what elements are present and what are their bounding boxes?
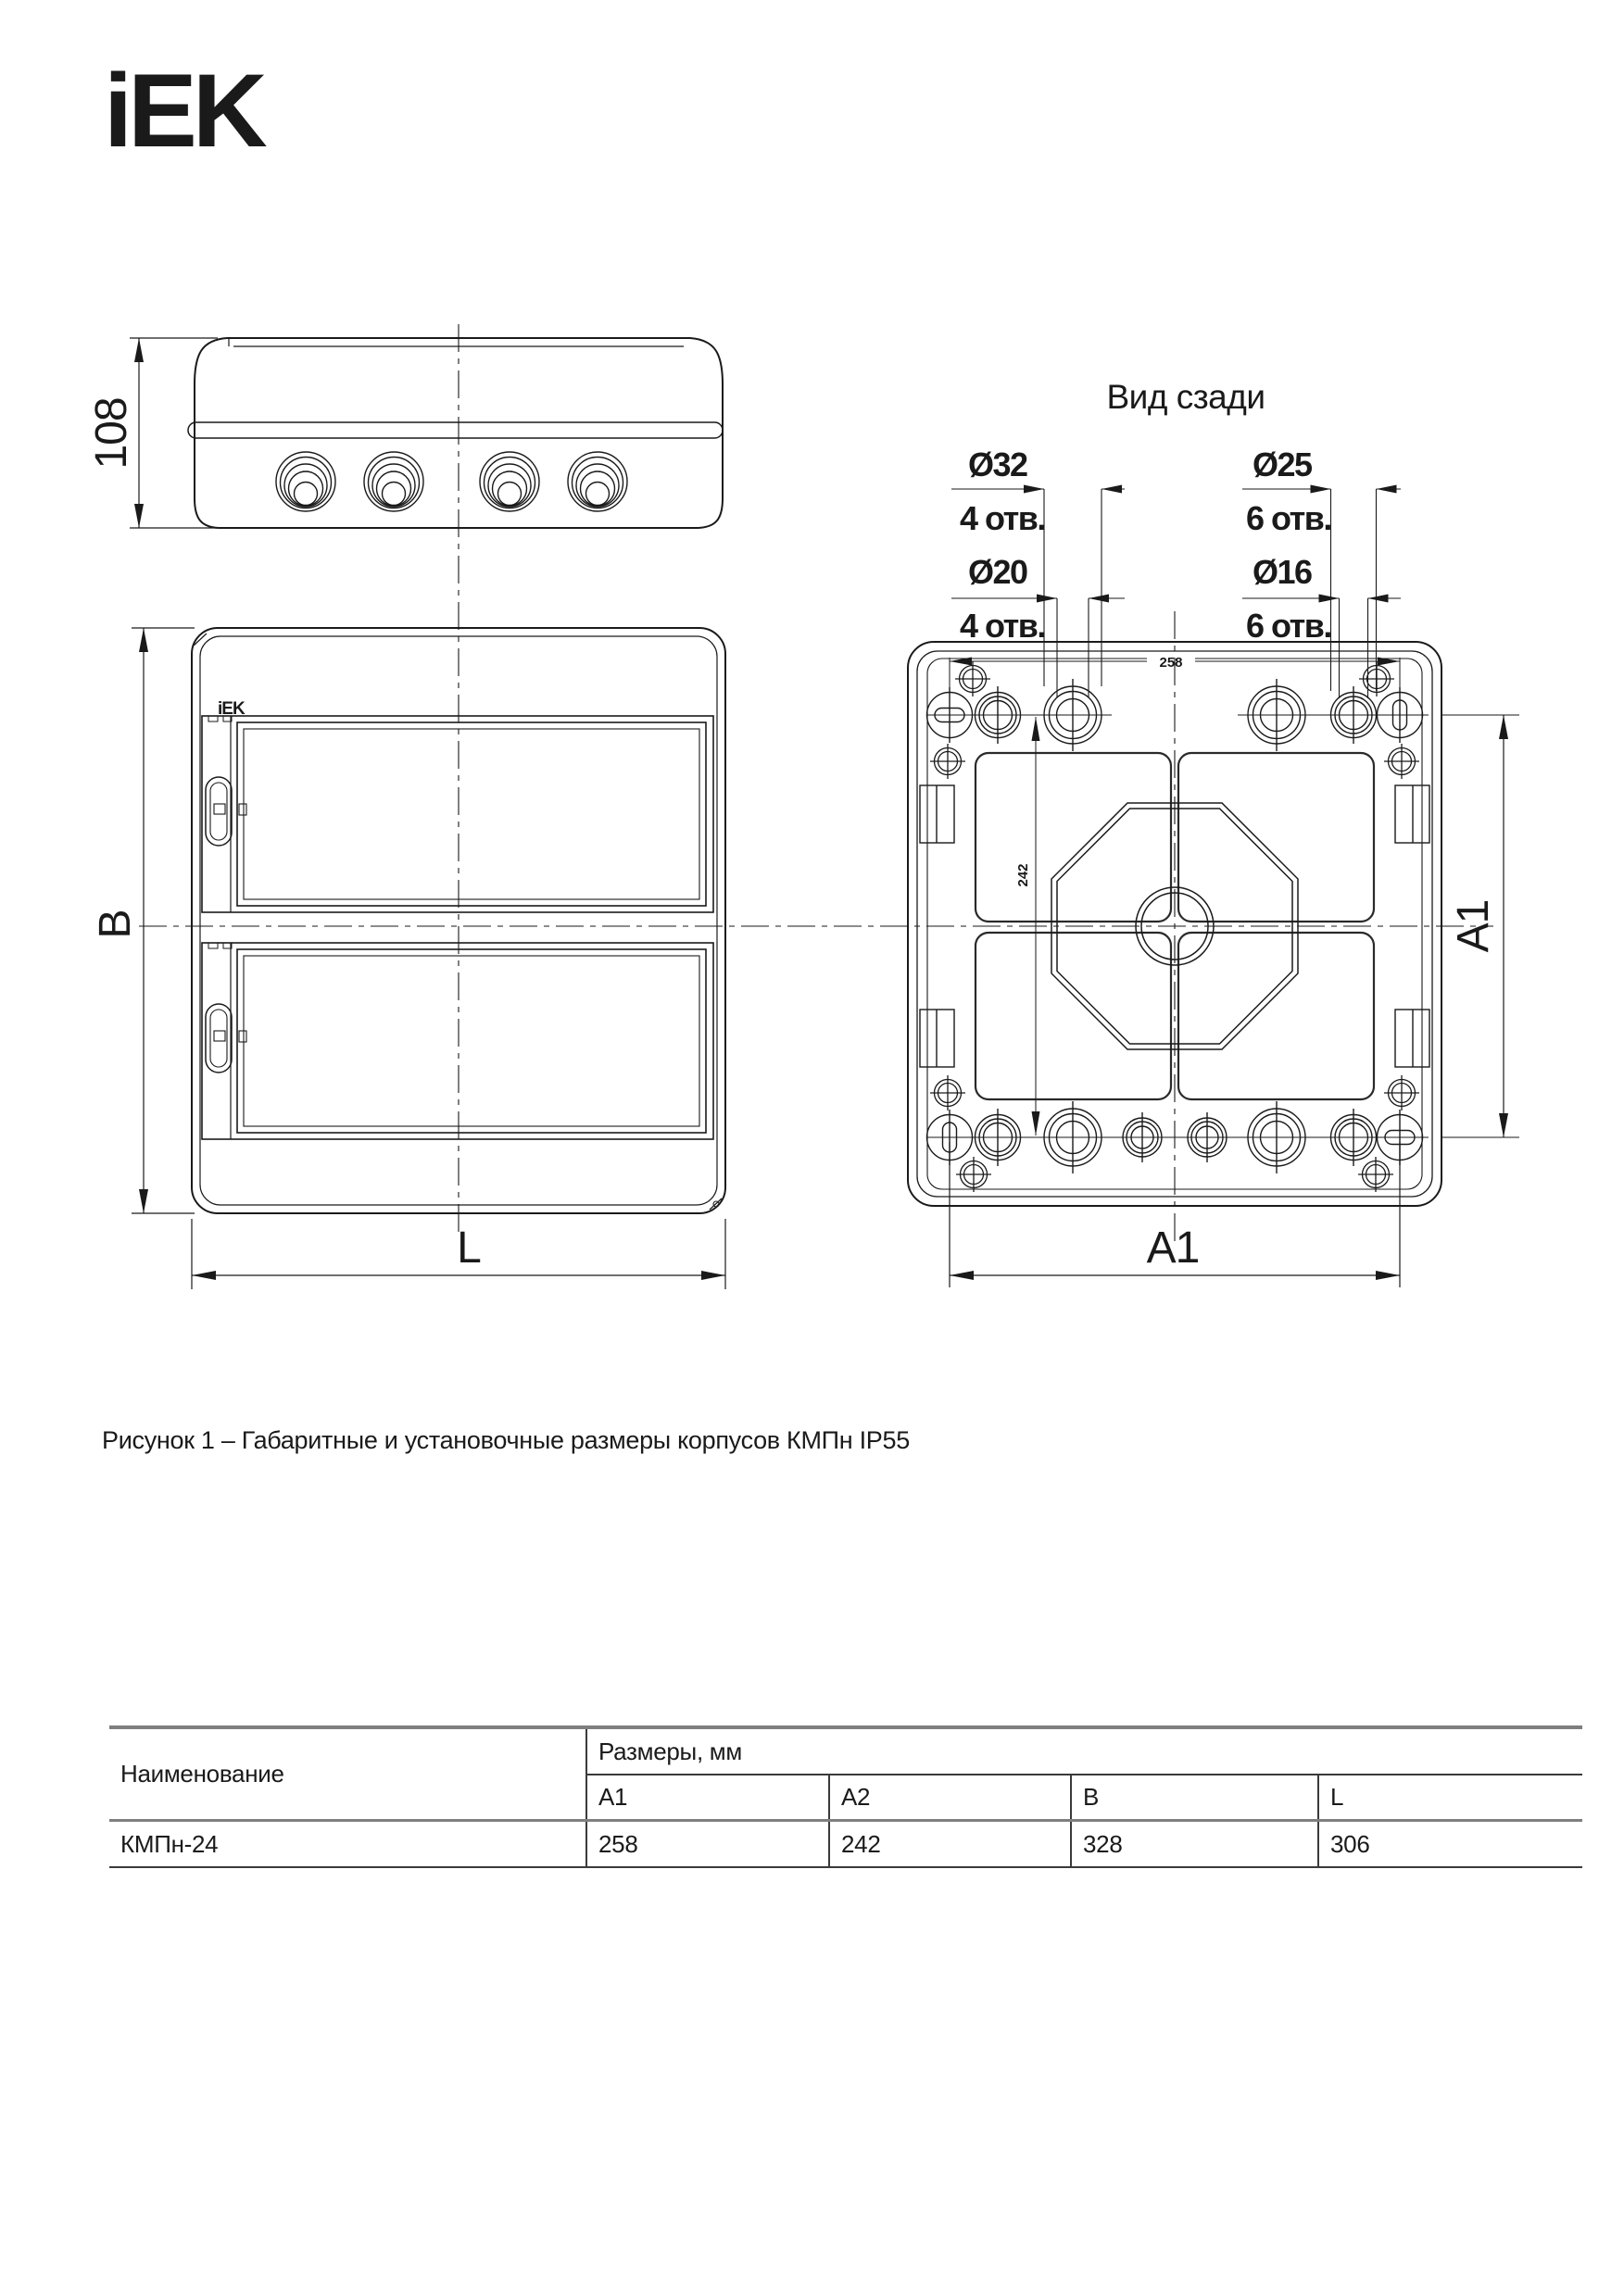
figure-caption: Рисунок 1 – Габаритные и установочные размеры корпусов КМПн IP55	[102, 1426, 910, 1454]
column-header-a2: A2	[829, 1775, 1071, 1821]
dimension-108	[130, 338, 218, 528]
cable-gland	[364, 452, 423, 511]
column-header-l: L	[1318, 1775, 1582, 1821]
column-header-b: B	[1071, 1775, 1318, 1821]
cable-gland	[480, 452, 539, 511]
rear-view-title: Вид сзади	[1106, 378, 1265, 416]
latch	[206, 1004, 232, 1073]
callout-d20-count: 4 отв.	[960, 607, 1045, 645]
column-header-name: Наименование	[109, 1727, 586, 1821]
cell-product-name: КМПн-24	[109, 1821, 586, 1868]
screw-hole	[955, 661, 990, 696]
callout-d16: Ø16	[1253, 553, 1312, 591]
front-brand-logo: iEK	[218, 699, 245, 719]
table-header-row	[109, 1727, 1582, 1775]
callout-d25-count: 6 отв.	[1246, 499, 1331, 537]
callout-d16-count: 6 отв.	[1246, 607, 1331, 645]
dim-label-A1-bottom: A1	[1146, 1223, 1200, 1273]
dim-label-A1-right: A1	[1449, 899, 1498, 953]
cable-gland	[276, 452, 335, 511]
cell-a1: 258	[586, 1821, 829, 1868]
screw-hole	[1384, 744, 1419, 779]
screw-hole	[930, 744, 965, 779]
callout-d25: Ø25	[1253, 445, 1312, 483]
side-view-seam-band	[188, 422, 723, 438]
dimension-B	[132, 628, 195, 1213]
table-row	[109, 1821, 1582, 1868]
dimensions-table	[109, 1725, 1582, 1868]
callout-d32-count: 4 отв.	[960, 499, 1045, 537]
screw-hole	[1384, 1075, 1419, 1110]
callout-d20: Ø20	[968, 553, 1027, 591]
front-window-row-2	[202, 943, 713, 1139]
cell-a2: 242	[829, 1821, 1071, 1868]
screw-hole	[956, 1157, 991, 1192]
column-header-a1: A1	[586, 1775, 829, 1821]
column-group-header: Размеры, мм	[586, 1727, 1582, 1775]
side-view-left-edge	[195, 338, 227, 528]
dim-label-108: 108	[87, 397, 136, 470]
screw-hole	[1358, 1157, 1393, 1192]
cell-l: 306	[1318, 1821, 1582, 1868]
rear-view	[908, 642, 1519, 1206]
callout-d32: Ø32	[968, 445, 1027, 483]
side-view	[188, 338, 723, 528]
dimension-A1-right	[1499, 715, 1508, 1137]
cable-gland	[568, 452, 627, 511]
front-window-row-1	[202, 716, 713, 912]
iek-logo: iEK	[104, 53, 263, 169]
screw-hole	[930, 1075, 965, 1110]
dim-label-B: B	[91, 910, 140, 939]
dim-label-258: 258	[1159, 655, 1183, 671]
side-view-right-edge	[690, 338, 723, 528]
dim-label-L: L	[457, 1223, 481, 1273]
dim-label-242: 242	[1015, 863, 1031, 887]
latch	[206, 777, 232, 846]
cell-b: 328	[1071, 1821, 1318, 1868]
